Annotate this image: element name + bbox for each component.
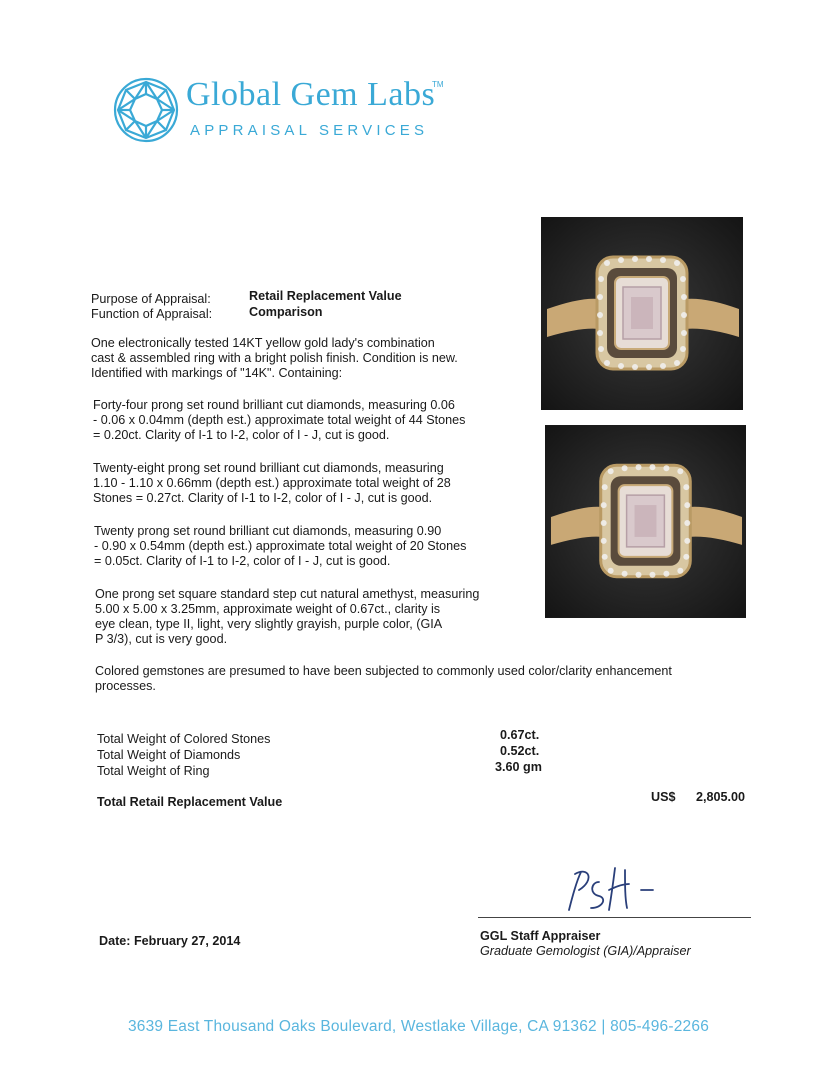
stone3-line: - 0.90 x 0.54mm (depth est.) approximate total weight of 20 Stones [94,539,467,553]
disclaimer-line: processes. [95,679,156,693]
stone2-paragraph [93,461,451,506]
total-retail-value: 2,805.00 [696,790,746,804]
stone2-line: Twenty-eight prong set round brilliant cut diamonds, measuring [93,461,444,475]
company-subtitle: APPRAISAL SERVICES [190,122,429,139]
total-colored-label: Total Weight of Colored Stones [97,732,271,746]
stone4-line: eye clean, type II, light, very slightly grayish, purple color, (GIA [95,617,443,631]
ring-photo-bottom [545,425,746,618]
currency-label: US$ [651,790,676,804]
stone1-line: Forty-four prong set round brilliant cut diamonds, measuring 0.06 [93,398,455,412]
stone2-line: 1.10 - 1.10 x 0.66mm (depth est.) approximate total weight of 28 [93,476,451,490]
appraisal-date: Date: February 27, 2014 [99,934,241,948]
stone3-line: Twenty prong set round brilliant cut diamonds, measuring 0.90 [94,524,442,538]
disclaimer-line: Colored gemstones are presumed to have been subjected to commonly used color/clarity enhancement [95,664,672,678]
stone4-line: P 3/3), cut is very good. [95,632,228,646]
function-label: Function of Appraisal: [91,307,213,321]
signature-line [478,917,751,918]
function-value: Comparison [249,305,323,319]
stone3-paragraph [94,524,466,569]
stone2-line: Stones = 0.27ct. Clarity of I-1 to I-2, color of I - J, cut is good. [93,491,433,505]
purpose-label: Purpose of Appraisal: [91,292,211,306]
ring-image [541,217,743,410]
stone4-paragraph [95,587,479,647]
stone1-line: - 0.06 x 0.04mm (depth est.) approximate total weight of 44 Stones [93,413,466,427]
disclaimer-paragraph [95,664,672,694]
footer-address: 3639 East Thousand Oaks Boulevard, Westlake Village, CA 91362 | 805-496-2266 [127,1018,710,1035]
stone4-line: 5.00 x 5.00 x 3.25mm, approximate weight of 0.67ct., clarity is [95,602,441,616]
intro-line: cast & assembled ring with a bright polish finish. Condition is new. [91,351,458,365]
handwritten-signature [555,860,665,916]
total-ring-value: 3.60 gm [495,760,542,774]
stone4-line: One prong set square standard step cut natural amethyst, measuring [95,587,480,601]
stone1-paragraph [93,398,465,443]
total-colored-value: 0.67ct. [500,728,540,742]
appraiser-title: Graduate Gemologist (GIA)/Appraiser [480,944,691,958]
ring-image [545,425,746,618]
company-name: Global Gem Labs [186,76,436,113]
stone3-line: = 0.05ct. Clarity of I-1 to I-2, color of I - J, cut is good. [94,554,391,568]
gem-logo-icon [112,76,180,144]
total-diamonds-value: 0.52ct. [500,744,540,758]
ring-photo-top [541,217,743,410]
stone1-line: = 0.20ct. Clarity of I-1 to I-2, color of I - J, cut is good. [93,428,390,442]
intro-line: Identified with markings of "14K". Containing: [91,366,343,380]
trademark: TM [432,80,444,89]
purpose-value: Retail Replacement Value [249,289,402,303]
total-diamonds-label: Total Weight of Diamonds [97,748,241,762]
total-retail-label: Total Retail Replacement Value [97,795,283,809]
appraiser-name: GGL Staff Appraiser [480,929,601,943]
intro-paragraph [91,336,458,381]
intro-line: One electronically tested 14KT yellow gold lady's combination [91,336,435,350]
total-ring-label: Total Weight of Ring [97,764,210,778]
